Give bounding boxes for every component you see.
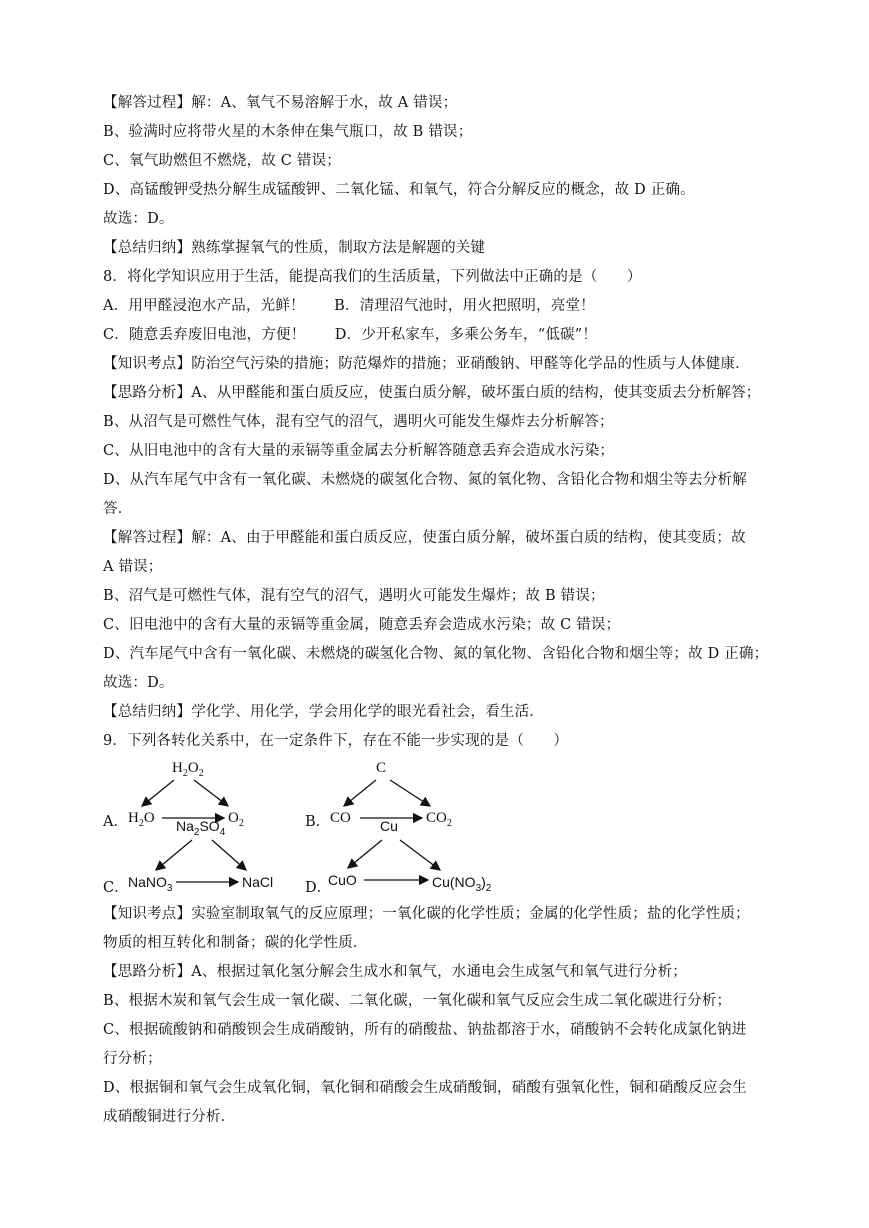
- diagram-b-right: $CO_2$: [426, 810, 452, 829]
- option-c-label: C．: [103, 880, 129, 896]
- diagram-d: [328, 818, 508, 894]
- diagram-d-right: $Cu(NO_3)_2$: [432, 874, 492, 894]
- diagram-d-top: Cu: [380, 818, 398, 834]
- text-line: C、根据硫酸钠和硝酸钡会生成硝酸钠，所有的硝酸盐、钠盐都溶于水，硝酸钠不会转化成氯化钠进: [103, 1022, 747, 1038]
- text-line: 【总结归纳】学化学、用化学，学会用化学的眼光看社会，看生活．: [103, 704, 544, 720]
- text-line: 故选：D。: [103, 675, 174, 691]
- text-line: C、旧电池中的含有大量的汞镉等重金属，随意丢弃会造成水污染；故 C 错误；: [103, 617, 621, 633]
- question-8-options-ab: A．用甲醛浸泡水产品，光鲜！ B．清理沼气池时，用火把照明，亮堂！: [103, 298, 595, 314]
- option-b-label: B．: [305, 814, 331, 830]
- text-line: D、高锰酸钾受热分解生成锰酸钾、二氧化锰、和氧气，符合分解反应的概念，故 D 正确。: [103, 182, 695, 198]
- question-8-options-cd: C．随意丢弃废旧电池，方便！ D．少开私家车，多乘公务车，“低碳”！: [103, 327, 598, 343]
- text-line: 【思路分析】A、根据过氧化氢分解会生成水和氧气，水通电会生成氢气和氧气进行分析；: [103, 964, 687, 980]
- text-line: B、沼气是可燃性气体，混有空气的沼气，遇明火可能发生爆炸；故 B 错误；: [103, 588, 605, 604]
- diagram-d-left: CuO: [328, 872, 357, 888]
- text-line: 故选：D。: [103, 211, 174, 227]
- text-line: 【解答过程】解：A、氧气不易溶解于水，故 A 错误；: [103, 95, 458, 111]
- option-d-label: D．: [305, 880, 332, 896]
- diagram-c-arrows: [128, 818, 288, 894]
- option-a-label: A．: [103, 814, 128, 830]
- diagram-a-top: $H_2O_2$: [172, 760, 204, 779]
- text-line: B、根据木炭和氧气会生成一氧化碳、二氧化碳，一氧化碳和氧气反应会生成二氧化碳进行分析；: [103, 993, 732, 1009]
- diagram-c-right: NaCl: [242, 874, 274, 890]
- diagram-b-left: CO: [330, 810, 351, 826]
- diagram-d-arrows: [328, 818, 508, 894]
- text-line: 答．: [103, 501, 133, 517]
- text-line: A 错误；: [103, 559, 163, 575]
- text-line: 物质的相互转化和制备；碳的化学性质．: [103, 935, 368, 951]
- text-line: 【思路分析】A、从甲醛能和蛋白质反应，使蛋白质分解，破坏蛋白质的结构，使其变质去分析解答；: [103, 385, 761, 401]
- text-line: 成硝酸铜进行分析．: [103, 1109, 236, 1125]
- diagram-c-top: $Na_2SO_4$: [176, 818, 226, 838]
- text-line: B、从沼气是可燃性气体，混有空气的沼气，遇明火可能发生爆炸去分析解答；: [103, 414, 614, 430]
- text-line: B、验满时应将带火星的木条伸在集气瓶口，故 B 错误；: [103, 124, 473, 140]
- text-line: C、从旧电池中的含有大量的汞镉等重金属去分析解答随意丢弃会造成水污染；: [103, 443, 615, 459]
- text-line: C、氧气助燃但不燃烧，故 C 错误；: [103, 153, 342, 169]
- text-line: 【知识考点】实验室制取氧气的反应原理；一氧化碳的化学性质；金属的化学性质；盐的化学性质；: [103, 906, 750, 922]
- text-line: D、从汽车尾气中含有一氧化碳、未燃烧的碳氢化合物、氮的氧化物、含铅化合物和烟尘等去分析解: [103, 472, 747, 488]
- text-line: 行分析；: [103, 1051, 162, 1067]
- diagram-b-top: C: [376, 760, 387, 776]
- text-line: 【解答过程】解：A、由于甲醛能和蛋白质反应，使蛋白质分解，破坏蛋白质的结构，使其变质；故: [103, 530, 746, 546]
- text-line: 【总结归纳】熟练掌握氧气的性质，制取方法是解题的关键: [103, 240, 486, 256]
- text-line: D、根据铜和氧气会生成氧化铜，氧化铜和硝酸会生成硝酸铜，硝酸有强氧化性，铜和硝酸反应会生: [103, 1080, 747, 1096]
- question-9-stem: 9．下列各转化关系中，在一定条件下，存在不能一步实现的是（ ）: [103, 733, 569, 749]
- diagram-c: [128, 818, 288, 894]
- question-8-stem: 8．将化学知识应用于生活，能提高我们的生活质量，下列做法中正确的是（ ）: [103, 269, 642, 285]
- text-line: 【知识考点】防治空气污染的措施；防范爆炸的措施；亚硝酸钠、甲醛等化学品的性质与人体健康．: [103, 356, 750, 372]
- diagram-a-right: $O_2$: [228, 810, 244, 829]
- text-line: D、汽车尾气中含有一氧化碳、未燃烧的碳氢化合物、氮的氧化物、含铅化合物和烟尘等；故 D 正确；: [103, 646, 769, 662]
- diagram-c-left: NaNO$_3$: [128, 874, 173, 894]
- diagram-a-left: $H_2O$: [128, 810, 155, 829]
